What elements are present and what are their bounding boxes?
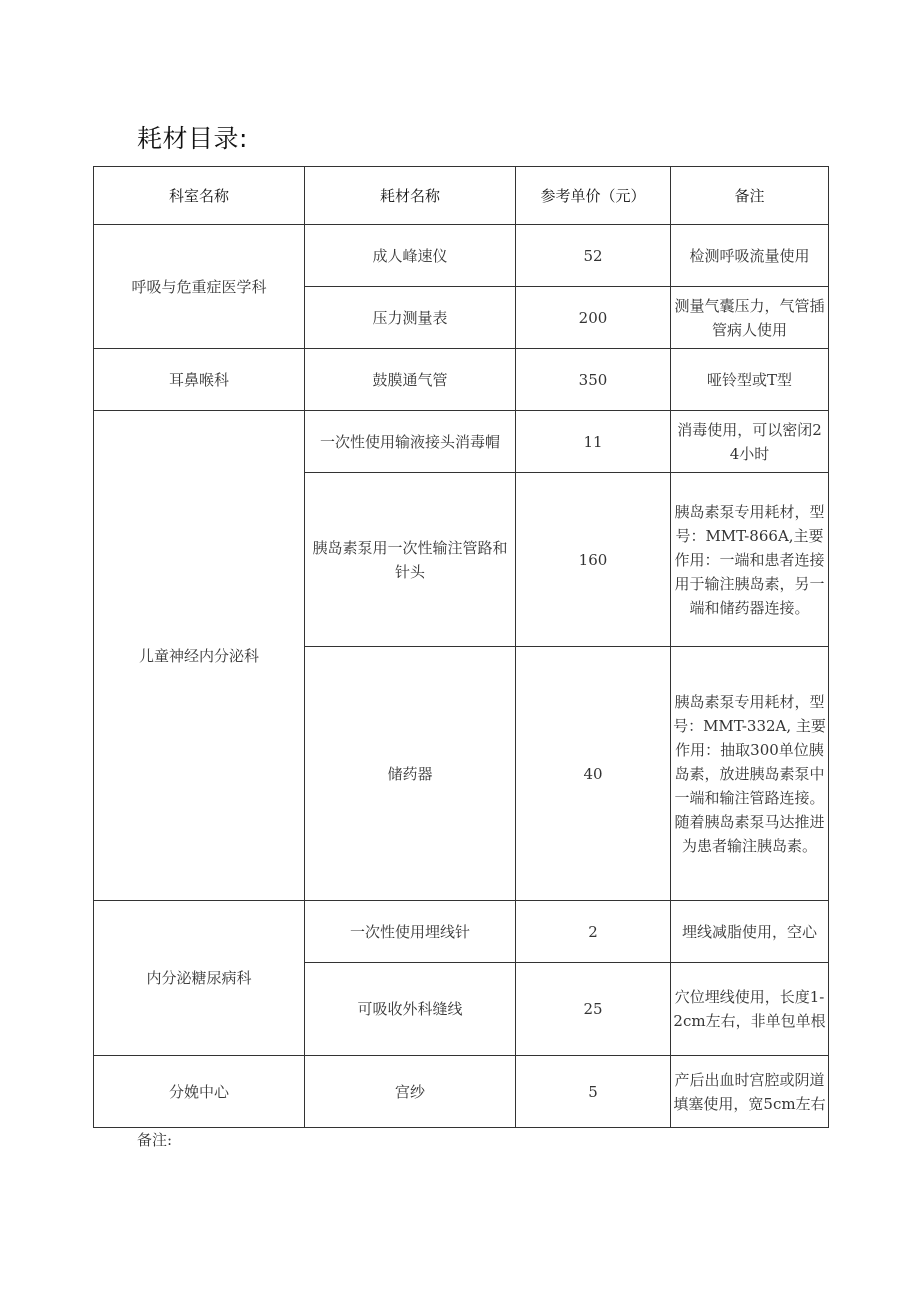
item-cell: 压力测量表: [305, 287, 516, 349]
item-cell: 可吸收外科缝线: [305, 963, 516, 1056]
note-cell: 哑铃型或T型: [671, 349, 829, 411]
price-cell: 40: [516, 647, 671, 901]
item-cell: 成人峰速仪: [305, 225, 516, 287]
price-cell: 200: [516, 287, 671, 349]
item-cell: 胰岛素泵用一次性输注管路和针头: [305, 473, 516, 647]
note-cell: 测量气囊压力，气管插管病人使用: [671, 287, 829, 349]
department-cell: 内分泌糖尿病科: [94, 901, 305, 1056]
note-cell: 穴位埋线使用，长度1-2cm左右，非单包单根: [671, 963, 829, 1056]
note-cell: 埋线减脂使用，空心: [671, 901, 829, 963]
department-cell: 分娩中心: [94, 1056, 305, 1128]
item-cell: 鼓膜通气管: [305, 349, 516, 411]
consumables-table: [93, 166, 829, 1128]
department-cell: 儿童神经内分泌科: [94, 411, 305, 901]
price-cell: 52: [516, 225, 671, 287]
item-cell: 一次性使用埋线针: [305, 901, 516, 963]
header-item: 耗材名称: [305, 167, 516, 225]
price-cell: 11: [516, 411, 671, 473]
table-row: [94, 349, 829, 411]
page-title: 耗材目录:: [137, 124, 248, 153]
department-cell: 耳鼻喉科: [94, 349, 305, 411]
header-department: 科室名称: [94, 167, 305, 225]
department-cell: 呼吸与危重症医学科: [94, 225, 305, 349]
header-price: 参考单价（元）: [516, 167, 671, 225]
header-note: 备注: [671, 167, 829, 225]
table-row: [94, 411, 829, 473]
table-row: [94, 225, 829, 287]
note-cell: 胰岛素泵专用耗材，型号：MMT-866A,主要作用：一端和患者连接用于输注胰岛素，另一端和储药器连接。: [671, 473, 829, 647]
table-row: [94, 1056, 829, 1128]
item-cell: 储药器: [305, 647, 516, 901]
price-cell: 160: [516, 473, 671, 647]
footer-note: 备注:: [137, 1131, 173, 1149]
note-cell: 胰岛素泵专用耗材，型号：MMT-332A, 主要作用：抽取300单位胰岛素，放进胰岛素泵中一端和输注管路连接。随着胰岛素泵马达推进为患者输注胰岛素。: [671, 647, 829, 901]
price-cell: 25: [516, 963, 671, 1056]
note-cell: 产后出血时宫腔或阴道填塞使用，宽5cm左右: [671, 1056, 829, 1128]
table-header-row: [94, 167, 829, 225]
price-cell: 2: [516, 901, 671, 963]
price-cell: 350: [516, 349, 671, 411]
item-cell: 宫纱: [305, 1056, 516, 1128]
note-cell: 检测呼吸流量使用: [671, 225, 829, 287]
price-cell: 5: [516, 1056, 671, 1128]
item-cell: 一次性使用输液接头消毒帽: [305, 411, 516, 473]
table-row: [94, 901, 829, 963]
note-cell: 消毒使用，可以密闭24小时: [671, 411, 829, 473]
